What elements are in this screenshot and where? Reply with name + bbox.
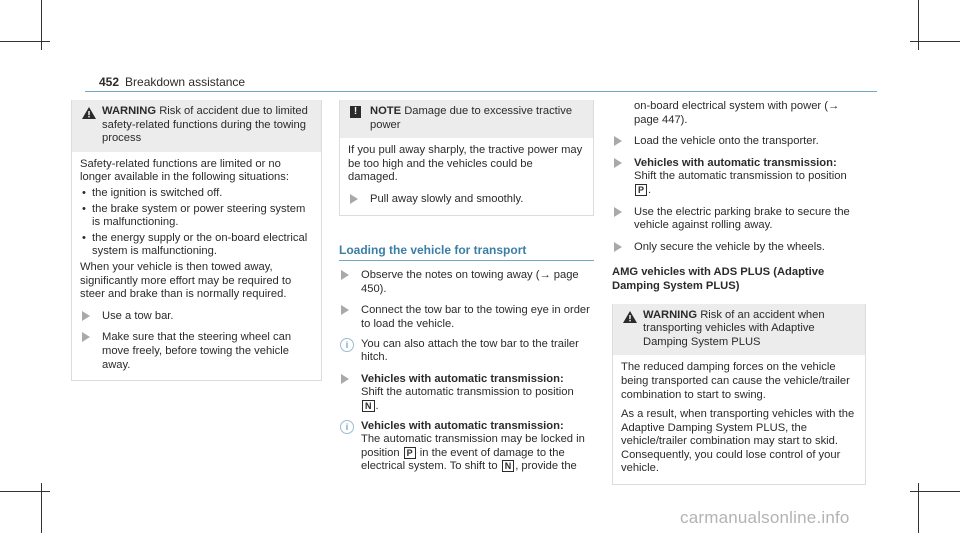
- info-item: [339, 338, 594, 365]
- list-item: • the brake system or power steering system is malfunctioning.: [80, 203, 313, 230]
- warning-intro: Safety-related functions are limited or no longer available in the following situations:: [80, 157, 289, 184]
- section-rule: [339, 260, 594, 261]
- step-item: Vehicles with automatic transmission: Shift the automatic transmission to position P .: [612, 157, 866, 198]
- note-header: [340, 100, 593, 138]
- note-label: NOTE: [370, 105, 402, 117]
- info-text: in the event of damage to the electrical system. To shift to: [361, 446, 565, 473]
- warning-header: [72, 100, 321, 152]
- continued-text: on-board electrical system with power (→ page 447).: [634, 100, 840, 126]
- gear-p-icon: P: [635, 184, 647, 196]
- section-heading: Loading the vehicle for transport: [339, 242, 527, 257]
- info-text: You can also attach the tow bar to the trailer hitch.: [361, 337, 579, 364]
- note-box: [339, 100, 594, 216]
- info-icon: i: [340, 420, 354, 434]
- gear-p-icon: P: [404, 447, 416, 459]
- step-text: Make sure that the steering wheel can move freely, before towing the vehicle away.: [102, 331, 292, 371]
- gear-n-icon: N: [502, 460, 515, 472]
- step-item: Vehicles with automatic transmission: Shift the automatic transmission to position N .: [339, 373, 594, 414]
- step-text: Use the electric parking brake to secure the vehicle against rolling away.: [634, 205, 850, 232]
- page-number: 452: [99, 75, 120, 89]
- arrow-icon: [341, 270, 349, 280]
- crop-mark: [0, 41, 50, 42]
- section-title: Breakdown assistance: [125, 75, 246, 89]
- warning-header: [613, 304, 865, 356]
- step-item: [612, 206, 866, 233]
- page-header: [99, 75, 245, 89]
- subheading: AMG vehicles with ADS PLUS (Adaptive Damping System PLUS): [612, 266, 825, 292]
- info-text: , provide the: [515, 460, 577, 473]
- arrow-icon: [341, 305, 349, 315]
- crop-mark: [910, 491, 960, 492]
- crop-mark: [918, 0, 919, 50]
- step-text: Connect the tow bar to the towing eye in order to load the vehicle.: [361, 304, 590, 330]
- column-2: [339, 100, 594, 474]
- arrow-icon: [614, 136, 622, 146]
- column-1: [71, 100, 322, 381]
- note-icon: !: [350, 106, 361, 118]
- note-title: Damage due to excessive tractive power: [370, 105, 573, 131]
- info-text: The automatic transmission may be locked in position: [361, 433, 585, 459]
- warning-body: [72, 152, 321, 380]
- warning-icon: [82, 107, 96, 119]
- warning-body: [613, 355, 865, 484]
- step-text: Shift the automatic transmission to position: [634, 170, 847, 183]
- warning-after: When your vehicle is then towed away, significantly more effort may be required to steer and brake than is normally required.: [80, 260, 292, 301]
- step-text: Shift the automatic transmission to position: [361, 386, 574, 399]
- arrow-icon: [341, 374, 349, 384]
- gear-n-icon: N: [362, 400, 375, 412]
- arrow-icon: [82, 332, 90, 342]
- section: [339, 244, 594, 262]
- warning-icon: [623, 311, 637, 323]
- crop-mark: [41, 0, 42, 50]
- info-icon: i: [340, 338, 354, 352]
- step-text: Use a tow bar.: [102, 309, 174, 322]
- note-text: If you pull away sharply, the tractive power may be too high and the vehicles could be damaged.: [348, 144, 583, 184]
- info-item: [339, 420, 594, 474]
- warning-label: WARNING: [102, 105, 157, 117]
- step-text: Load the vehicle onto the transporter.: [634, 135, 819, 148]
- note-body: [340, 138, 593, 214]
- step-heading: Vehicles with automatic transmission:: [361, 372, 564, 385]
- arrow-icon: [614, 207, 622, 217]
- list-item: • the ignition is switched off.: [80, 187, 313, 201]
- warning-text: The reduced damping forces on the vehicle being transported can cause the vehicle/trailer combination to start to swing.: [621, 361, 850, 401]
- crop-mark: [910, 41, 960, 42]
- crop-mark: [0, 491, 50, 492]
- header-rule: [85, 91, 877, 92]
- step-heading: Vehicles with automatic transmission:: [634, 156, 837, 169]
- step-item: [80, 310, 313, 324]
- step-text: Pull away slowly and smoothly.: [370, 192, 524, 205]
- watermark: carmanualsonline.info: [680, 508, 850, 527]
- warning-box: [612, 304, 866, 486]
- step-item: [80, 331, 313, 372]
- list-item: • the energy supply or the on-board electrical system is malfunctioning.: [80, 232, 313, 259]
- step-text: Observe the notes on towing away (→ page 450).: [361, 269, 579, 295]
- step-item: [348, 193, 585, 207]
- step-item: [612, 241, 866, 255]
- arrow-icon: [350, 194, 358, 204]
- warning-title: Risk of accident due to limited safety-related functions during the towing process: [102, 105, 308, 145]
- info-heading: Vehicles with automatic transmission:: [361, 419, 564, 432]
- arrow-icon: [614, 242, 622, 252]
- arrow-icon: [614, 158, 622, 168]
- warning-title: Risk of an accident when transporting vehicles with Adaptive Damping System PLUS: [643, 308, 825, 348]
- column-3: [612, 100, 866, 485]
- warning-list: [80, 187, 313, 259]
- step-item: [339, 269, 594, 296]
- warning-box: [71, 100, 322, 381]
- step-text: Only secure the vehicle by the wheels.: [634, 240, 825, 253]
- step-item: [339, 304, 594, 331]
- warning-label: WARNING: [643, 308, 698, 321]
- warning-text: As a result, when transporting vehicles with the Adaptive Damping System PLUS, the vehicle/trailer combination may start to skid. Consequently, you could lose control of your vehicle.: [621, 408, 855, 475]
- arrow-icon: [82, 311, 90, 321]
- step-item: [612, 135, 866, 149]
